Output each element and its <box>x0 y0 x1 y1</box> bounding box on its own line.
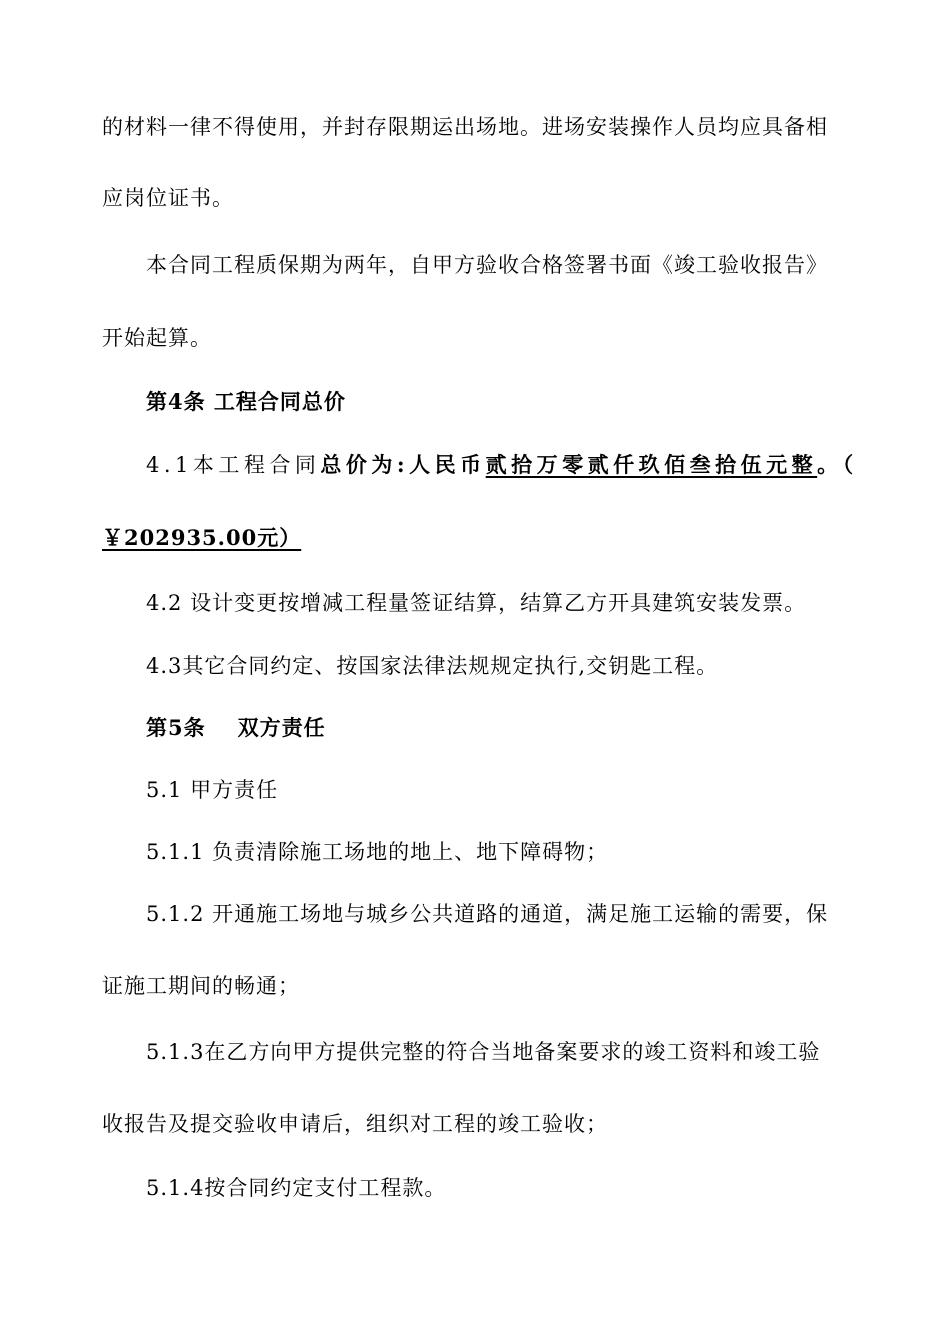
paragraph-line: 的材料一律不得使用，并封存限期运出场地。进场安装操作人员均应具备相 <box>102 115 828 139</box>
article-5-heading <box>146 713 906 743</box>
total-price-label: 总价为:人民币 <box>320 452 486 477</box>
clause-4-2: 4.2 设计变更按增减工程量签证结算，结算乙方开具建筑安装发票。 <box>146 591 807 615</box>
clause-4-1-suffix: 。（ <box>817 452 858 477</box>
clause-5-1-1: 5.1.1 负责清除施工场地的地上、地下障碍物； <box>146 840 609 864</box>
clause-5-1: 5.1 甲方责任 <box>146 778 279 802</box>
clause-5-1-2-cont: 证施工期间的畅通； <box>102 974 300 998</box>
clause-5-1-3-cont: 收报告及提交验收申请后，组织对工程的竣工验收； <box>102 1112 608 1136</box>
clause-4-1 <box>146 450 906 480</box>
clause-4-3: 4.3其它合同约定、按国家法律法规规定执行,交钥匙工程。 <box>146 654 719 678</box>
amount-in-words: 贰拾万零贰仟玖佰叁拾伍元整 <box>485 452 818 477</box>
paragraph-line: 开始起算。 <box>102 326 212 350</box>
amount-in-figures: ￥202935.00元） <box>102 525 302 550</box>
clause-5-1-2: 5.1.2 开通施工场地与城乡公共道路的通道，满足施工运输的需要，保 <box>146 902 829 926</box>
paragraph-line: 应岗位证书。 <box>102 186 234 210</box>
clause-4-1-prefix: 4.1本工程合同 <box>146 453 321 477</box>
paragraph-line: 本合同工程质保期为两年，自甲方验收合格签署书面《竣工验收报告》 <box>146 253 828 277</box>
article-5-number: 第5条 <box>146 715 206 740</box>
clause-5-1-3: 5.1.3在乙方向甲方提供完整的符合当地备案要求的竣工资料和竣工验 <box>146 1040 821 1064</box>
clause-5-1-4: 5.1.4按合同约定支付工程款。 <box>146 1176 447 1200</box>
article-5-title: 双方责任 <box>237 715 326 740</box>
article-4-heading: 第4条 工程合同总价 <box>146 389 346 414</box>
